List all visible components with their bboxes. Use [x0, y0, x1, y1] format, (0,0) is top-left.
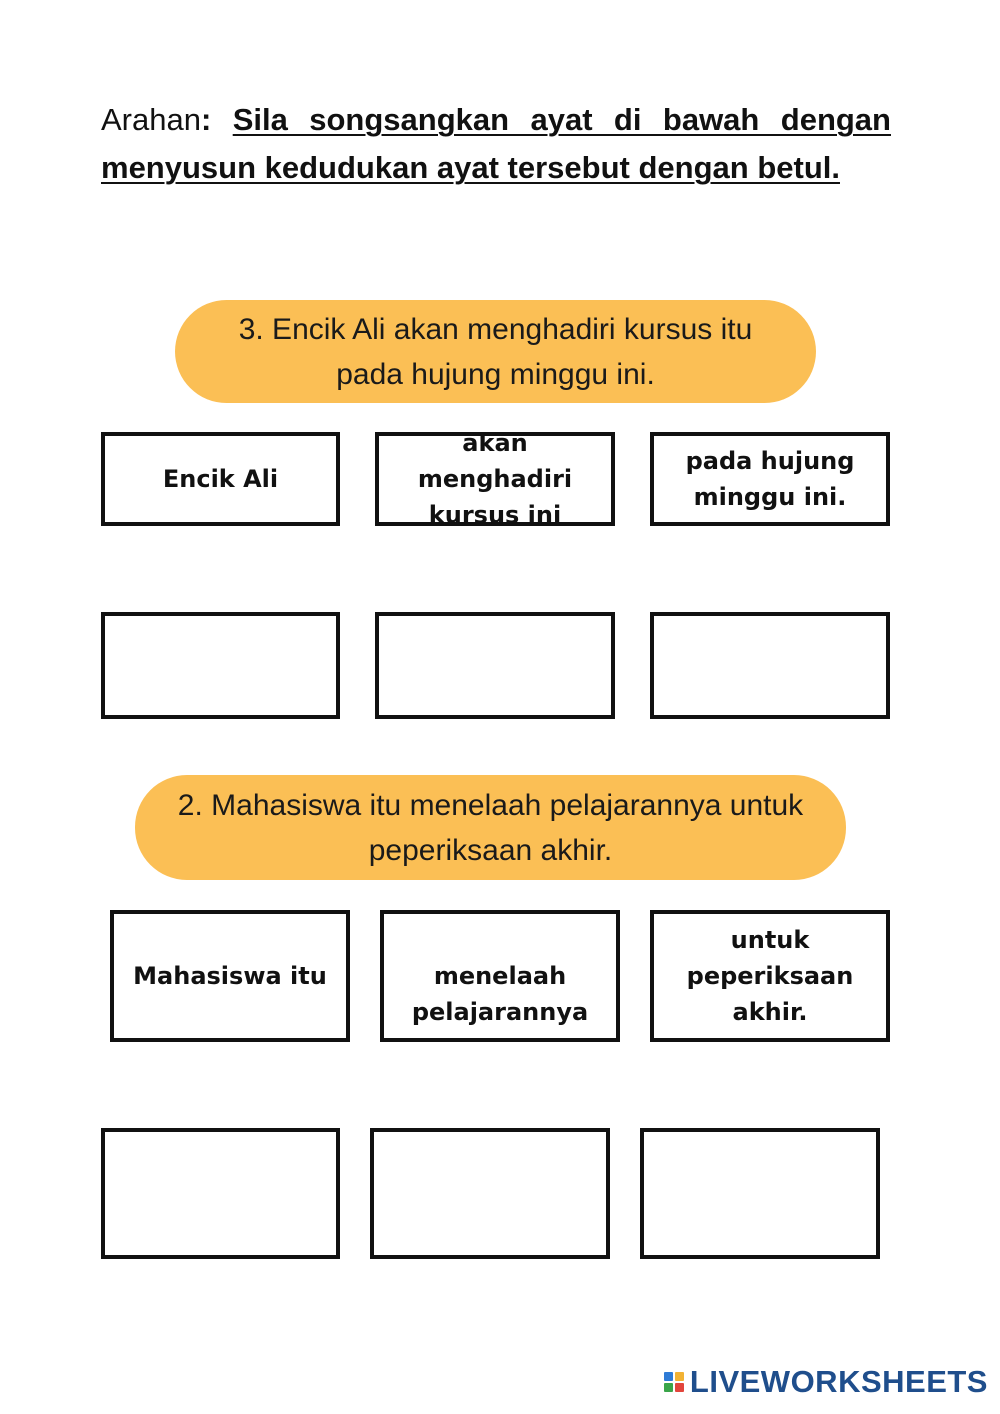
logo-square: [664, 1383, 673, 1392]
logo-square: [675, 1383, 684, 1392]
answer-slot[interactable]: [650, 612, 890, 719]
word-card[interactable]: akan menghadiri kursus ini: [375, 432, 615, 526]
logo-square: [664, 1372, 673, 1381]
question-prompt-3: 3. Encik Ali akan menghadiri kursus itu pada hujung minggu ini.: [175, 300, 816, 403]
instructions-directive: Sila songsangkan ayat di bawah dengan menyusun kedudukan ayat tersebut dengan betul.: [101, 102, 891, 185]
instructions-colon: :: [200, 102, 233, 137]
word-card[interactable]: Mahasiswa itu: [110, 910, 350, 1042]
instructions-prefix: Arahan: [101, 102, 201, 137]
answer-slot[interactable]: [375, 612, 615, 719]
word-card[interactable]: pada hujung minggu ini.: [650, 432, 890, 526]
word-card[interactable]: Encik Ali: [101, 432, 340, 526]
instructions: [101, 96, 891, 192]
answer-slot[interactable]: [370, 1128, 610, 1259]
question-prompt-2: 2. Mahasiswa itu menelaah pelajarannya untuk peperiksaan akhir.: [135, 775, 846, 880]
word-card[interactable]: untuk peperiksaan akhir.: [650, 910, 890, 1042]
brand-wordmark: LIVEWORKSHEETS: [689, 1364, 988, 1399]
liveworksheets-logo-icon: [664, 1372, 684, 1392]
answer-slot[interactable]: [101, 1128, 340, 1259]
liveworksheets-logo: [664, 1364, 988, 1400]
answer-slot[interactable]: [101, 612, 340, 719]
answer-slot[interactable]: [640, 1128, 880, 1259]
word-card[interactable]: menelaah pelajarannya: [380, 910, 620, 1042]
logo-square: [675, 1372, 684, 1381]
